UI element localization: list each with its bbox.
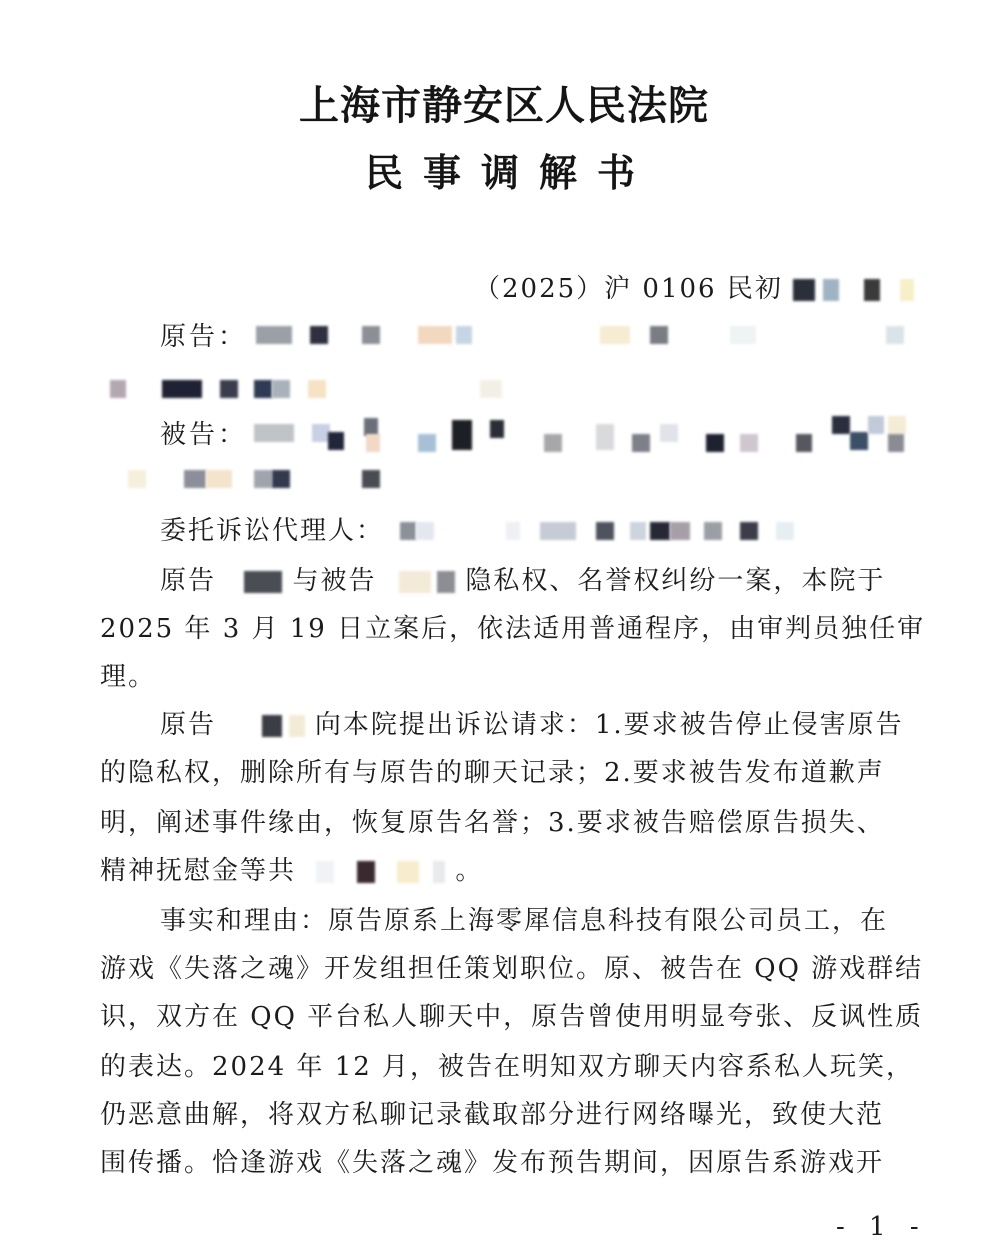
text-segment: 。 [455, 856, 484, 886]
paragraph-3-line-1: 事实和理由：原告原系上海零犀信息科技有限公司员工，在 [160, 906, 889, 936]
text-segment: 与被告 [292, 566, 377, 596]
redaction-block [397, 861, 419, 883]
redaction-block [399, 571, 431, 593]
case-number [474, 272, 914, 306]
court-name: 上海市静安区人民法院 [299, 82, 709, 129]
paragraph-2-line-2: 的隐私权，删除所有与原告的聊天记录；2.要求被告发布道歉声 [100, 758, 885, 788]
redaction-block [437, 571, 455, 593]
document-title: 民事调解书 [364, 150, 655, 195]
paragraph-3-line-6: 围传播。恰逢游戏《失落之魂》发布预告期间，因原告系游戏开 [100, 1148, 885, 1178]
redaction-block [316, 861, 334, 883]
paragraph-2-line-1 [160, 708, 904, 742]
text-segment: 精神抚慰金等共 [100, 856, 297, 886]
redaction-block [793, 279, 815, 301]
paragraph-1-line-3: 理。 [100, 662, 157, 692]
redaction-block [289, 715, 305, 737]
redaction-block [262, 715, 282, 737]
paragraph-1-line-1 [160, 564, 885, 598]
page-number: - 1 - [836, 1212, 927, 1242]
paragraph-1-line-2: 2025 年 3 月 19 日立案后，依法适用普通程序，由审判员独任审 [100, 614, 926, 644]
paragraph-3-line-3: 识，双方在 QQ 平台私人聊天中，原告曾使用明显夸张、反讽性质 [100, 1002, 924, 1032]
redaction-block [357, 861, 375, 883]
paragraph-2-line-4 [100, 854, 483, 888]
redaction-block [823, 279, 839, 301]
text-segment: 隐私权、名誉权纠纷一案，本院于 [465, 566, 886, 596]
paragraph-2-line-3: 明，阐述事件缘由，恢复原告名誉；3.要求被告赔偿原告损失、 [100, 808, 885, 838]
redaction-block [433, 861, 445, 883]
case-number-text: （2025）沪 0106 民初 [474, 274, 783, 304]
paragraph-3-line-4: 的表达。2024 年 12 月，被告在明知双方聊天内容系私人玩笑， [100, 1052, 915, 1082]
text-segment: 原告 [160, 710, 217, 740]
paragraph-3-line-5: 仍恶意曲解，将双方私聊记录截取部分进行网络曝光，致使大范 [100, 1100, 885, 1130]
redaction-block [864, 279, 880, 301]
plaintiff-label: 原告： [160, 322, 248, 352]
text-segment: 向本院提出诉讼请求：1.要求被告停止侵害原告 [314, 710, 904, 740]
paragraph-3-line-2: 游戏《失落之魂》开发组担任策划职位。原、被告在 QQ 游戏群结 [100, 954, 924, 984]
agent-label: 委托诉讼代理人： [160, 516, 385, 546]
redaction-block [900, 279, 914, 301]
redaction-block [244, 571, 282, 593]
defendant-label: 被告： [160, 420, 248, 450]
text-segment: 原告 [160, 566, 217, 596]
